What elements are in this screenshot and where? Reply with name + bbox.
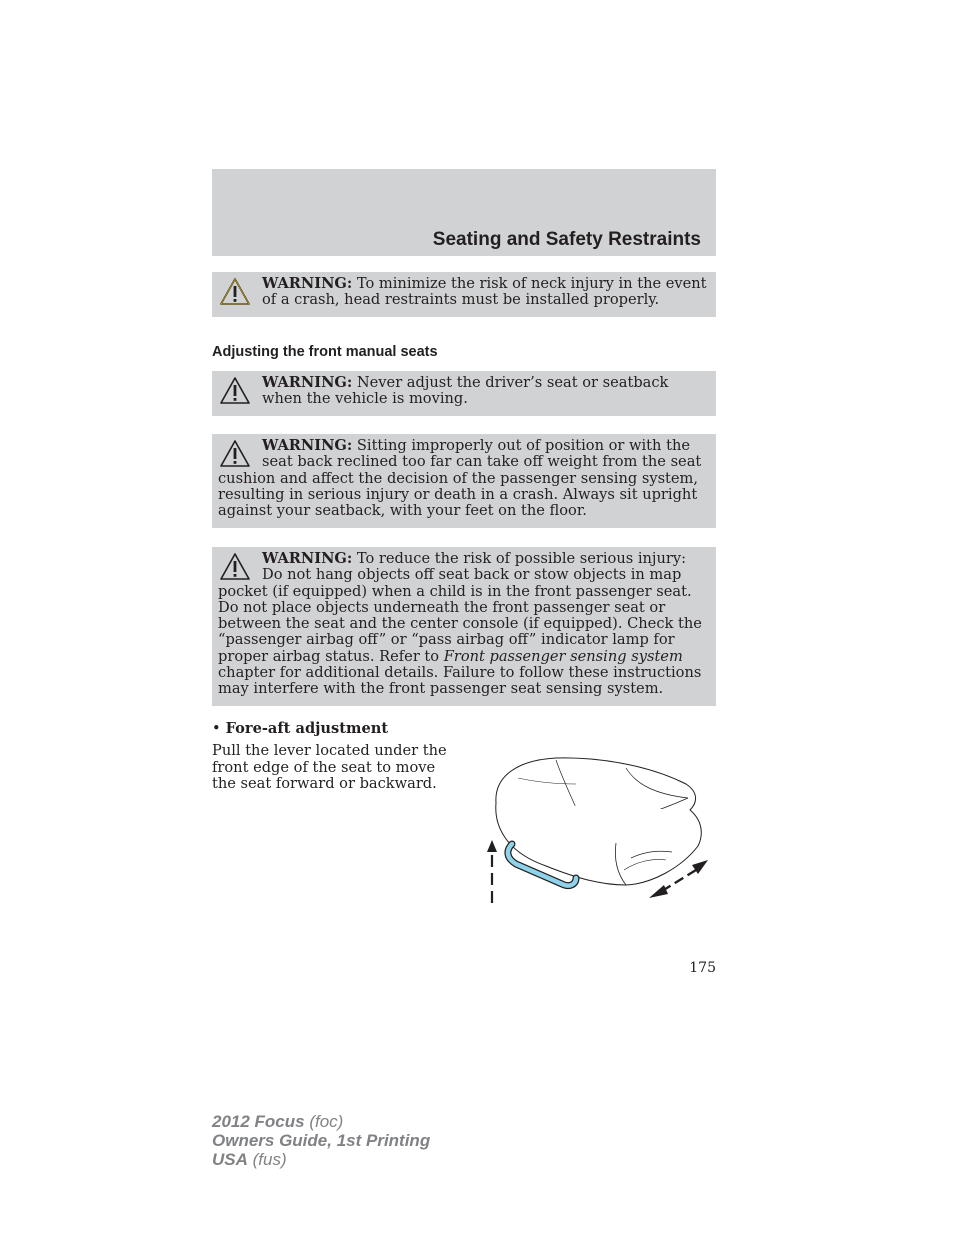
warning-text: Sitting improperly out of position or with the seat back reclined too far can take off weight from the seat cushion and affect the decision of the passenger sensing system, resulting in serious injury or death in a crash. Always sit upright against your seatback, with your feet on the floor. [218, 437, 702, 520]
warning-keyword: WARNING: [262, 275, 353, 292]
warning-text: To reduce the risk of possible serious injury: Do not hang objects off seat back or stow objects in map pocket (if equipped) when a child is in the front passenger seat. Do not place objects underneath the front passenger seat or between the seat and the center console (if equipped). Check the “passenger airbag off” or “pass airbag off” indicator lamp for proper airbag status. Refer to [218, 550, 702, 665]
section-header-band [212, 169, 716, 256]
warning-triangle-icon [219, 439, 251, 469]
warning-triangle-icon [219, 376, 251, 406]
footer-model: 2012 Focus [212, 1112, 305, 1131]
chapter-reference: Front passenger sensing system [443, 647, 683, 665]
seat-adjustment-illustration [476, 748, 716, 908]
footer-model-code: (foc) [304, 1112, 344, 1131]
warning-text: Never adjust the driver’s seat or seatback when the vehicle is moving. [262, 374, 669, 408]
warning-text-continued: chapter for additional details. Failure to follow these instructions may interfere with the front passenger seat sensing system. [218, 664, 702, 698]
bullet-marker: • [212, 720, 221, 737]
bullet-label: Fore-aft adjustment [225, 720, 389, 737]
warning-keyword: WARNING: [262, 437, 353, 454]
footer-market: USA [212, 1150, 248, 1169]
section-title: Seating and Safety Restraints [432, 229, 701, 250]
instruction-paragraph: Pull the lever located under the front edge of the seat to move the seat forward or backward. [212, 742, 447, 793]
warning-keyword: WARNING: [262, 374, 353, 391]
warning-triangle-icon [219, 552, 251, 582]
subsection-heading: Adjusting the front manual seats [212, 344, 438, 360]
document-footer [212, 1112, 430, 1169]
warning-box-seating-position [212, 434, 716, 528]
warning-triangle-icon [219, 277, 251, 307]
page-number: 175 [689, 960, 716, 976]
footer-edition: Owners Guide, 1st Printing [212, 1131, 431, 1150]
warning-box-passenger-seat [212, 547, 716, 706]
footer-market-code: (fus) [247, 1150, 287, 1169]
warning-box-neck-injury [212, 272, 716, 317]
bullet-item [212, 720, 388, 737]
warning-text: To minimize the risk of neck injury in the event of a crash, head restraints must be installed properly. [262, 275, 707, 309]
warning-keyword: WARNING: [262, 550, 353, 567]
warning-box-adjust-moving [212, 371, 716, 416]
